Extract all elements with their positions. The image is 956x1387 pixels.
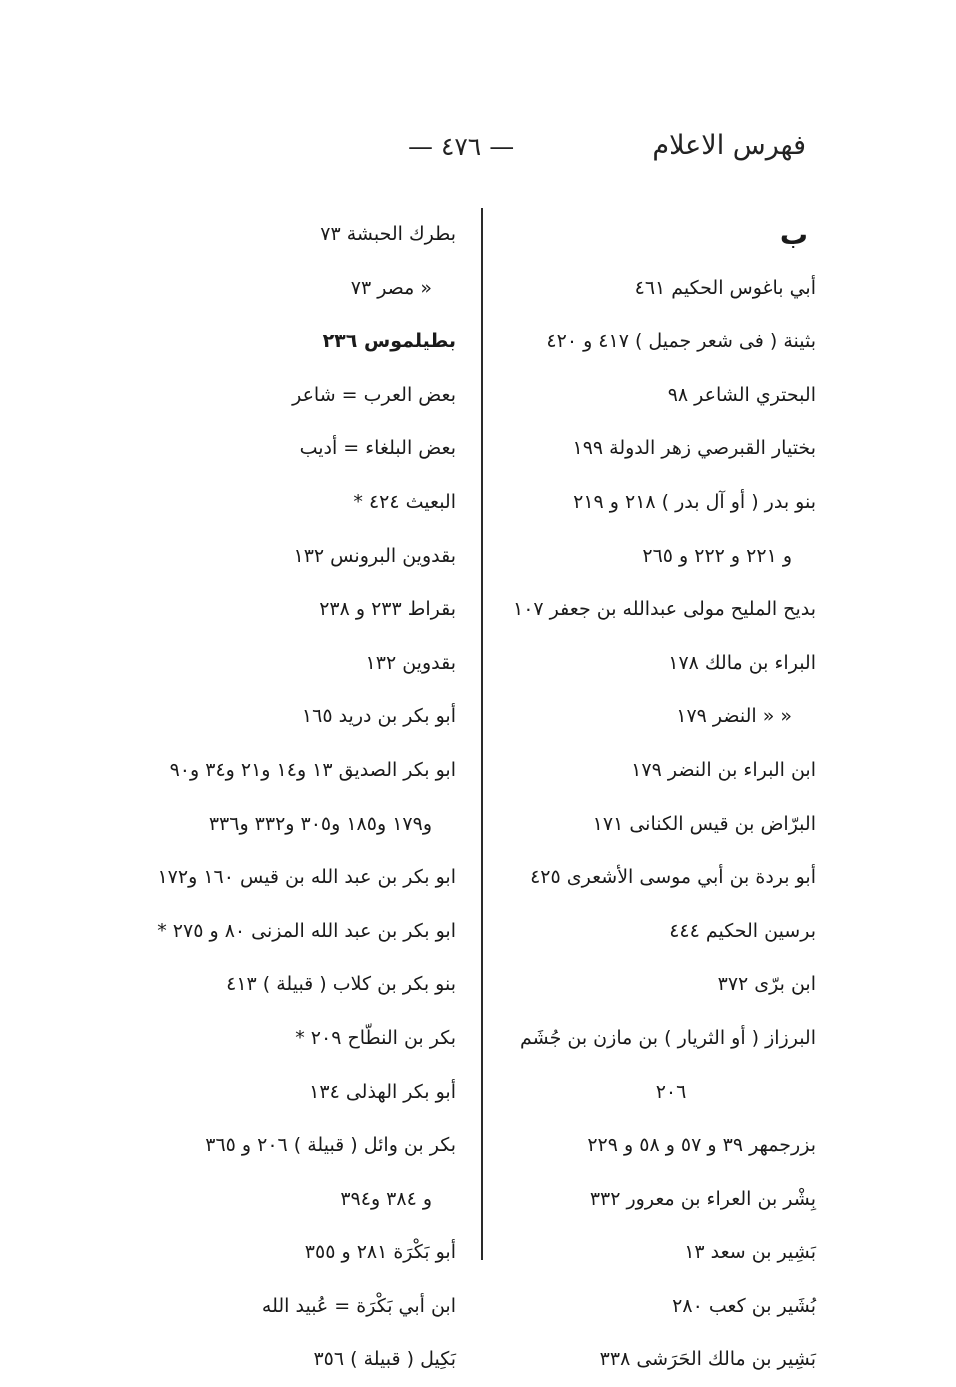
index-entry: بزرجمهر ٣٩ و ٥٧ و ٥٨ و ٢٢٩ [587, 1134, 816, 1157]
index-entry: بنو بكر بن كلاب ( قبيلة ) ٤١٣ [226, 973, 456, 996]
index-entry: البراء بن مالك ١٧٨ [668, 651, 816, 674]
index-entry: ابو بكر الصديق ١٣ و١٤ و٢١ و٣٤ و٩٠ [169, 758, 456, 781]
index-entry: البعيث ٤٢٤ * [353, 490, 456, 513]
index-entry: ابن البراء بن النضر ١٧٩ [631, 758, 816, 781]
index-entry: بطيلموس ٢٣٦ [322, 330, 456, 353]
index-entry: بقدوين ١٣٢ [365, 651, 456, 674]
index-entry: ابو بكر بن عبد الله بن قيس ١٦٠ و١٧٢ [157, 866, 456, 889]
index-entry: بنو بدر ( أو آل بدر ) ٢١٨ و ٢١٩ [573, 490, 816, 513]
index-entry: أبو بكر بن دريد ١٦٥ [301, 705, 456, 728]
index-entry: و ٣٨٤ و٣٩٤ [340, 1187, 432, 1210]
index-entry: « مصر ٧٣ [350, 276, 432, 299]
index-entry: بثينة ( فى شعر جميل ) ٤١٧ و ٤٢٠ [546, 330, 816, 353]
left-column [76, 208, 456, 1387]
index-entry: بكر بن وائل ( قبيلة ) ٢٠٦ و ٣٦٥ [205, 1134, 456, 1157]
index-entry: بعض العرب = شاعر [292, 383, 456, 406]
index-entry: أبو بَكْرَة ٢٨١ و ٣٥٥ [304, 1241, 456, 1264]
index-entry: ٢٠٦ [655, 1080, 687, 1103]
index-entry: بطرك الحبشة ٧٣ [320, 223, 456, 245]
index-entry: بقدوين البرونس ١٣٢ [293, 544, 456, 567]
index-entry: بقراط ٢٣٣ و ٢٣٨ [319, 598, 456, 621]
index-entry: بديح المليح مولى عبدالله بن جعفر ١٠٧ [513, 598, 816, 621]
index-entry: البرّاض بن قيس الكنانى ١٧١ [592, 812, 816, 835]
index-entry: « « النضر ١٧٩ [676, 705, 792, 728]
index-entry: أبو بردة بن أبي موسى الأشعرى ٤٢٥ [530, 866, 816, 889]
index-title: فهرس الاعلام [652, 130, 806, 161]
page-number: — ٤٧٦ — [408, 132, 515, 161]
index-entry: ابو بكر بن عبد الله المزنى ٨٠ و ٢٧٥ * [157, 919, 456, 942]
index-entry: ابن أبي بَكْرَة = عُبيد الله [261, 1294, 456, 1317]
section-letter: ب [779, 218, 808, 251]
index-entry: بِشْر بن العراء بن معرور ٣٣٢ [589, 1187, 816, 1210]
column-divider [481, 208, 483, 1260]
index-entry: بُشَير بن كعب ٢٨٠ [672, 1294, 816, 1317]
index-entry: برسين الحكيم ٤٤٤ [669, 919, 816, 942]
index-entry: بعض البلغاء = أديب [299, 437, 456, 460]
index-entry: بكر بن النطّاح ٢٠٩ * [295, 1026, 456, 1049]
index-entry: بختيار القبرصي زهر الدولة ١٩٩ [572, 437, 816, 460]
index-entry: بَكِيل ( قبيلة ) ٣٥٦ [313, 1348, 456, 1371]
index-entry: بَشِير بن مالك الحَرَشى ٣٣٨ [599, 1348, 816, 1371]
right-column [486, 208, 816, 1387]
index-entry: ابن برّى ٣٧٢ [717, 973, 816, 996]
index-entry: البرزاز ( أو الثريار ) بن مازن بن جُشَم [520, 1026, 816, 1049]
index-entry: و١٧٩ و١٨٥ و٣٠٥ و٣٣٢ و٣٣٦ [208, 812, 432, 835]
index-entry: أبي باغوس الحكيم ٤٦١ [634, 276, 816, 299]
index-entry: البحتري الشاعر ٩٨ [667, 383, 816, 406]
index-entry: بَشِير بن سعد ١٣ [684, 1241, 816, 1264]
index-entry: أبو بكر الهذلى ١٣٤ [309, 1080, 456, 1103]
index-entry: و ٢٢١ و ٢٢٢ و ٢٦٥ [642, 544, 792, 567]
